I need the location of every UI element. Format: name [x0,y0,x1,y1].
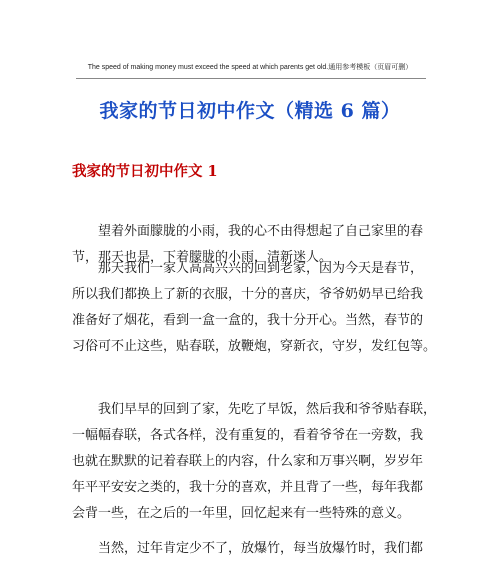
paragraph-line: 所以我们都换上了新的衣服，十分的喜庆，爷爷奶奶早已给我 [72,287,424,302]
paragraph-line: 节，那天也是，下着朦胧的小雨，清新迷人。 [72,250,333,265]
paragraph-line: 准备好了烟花，看到一盒一盒的，我十分开心。当然，春节的 [72,313,424,328]
paragraph-2 [72,256,437,360]
page-header-text: The speed of making money must exceed the speed at which parents get old.通用参考模板（页眉可删） [87,64,413,71]
paragraph-line: 年平平安安之类的，我十分的喜欢，并且背了一些，每年我都 [72,480,424,495]
paragraph-4 [72,536,432,562]
paragraph-line: 当然，过年肯定少不了，放爆竹，每当放爆竹时，我们都 [98,541,424,556]
paragraph-line: 我们早早的回到了家，先吃了早饭，然后我和爷爷贴春联， [98,402,437,417]
section-heading: 我家的节日初中作文 1 [72,163,218,180]
paragraph-3 [72,397,437,527]
paragraph-line: 习俗可不止这些，贴春联，放鞭炮，穿新衣，守岁，发红包等。 [72,339,437,354]
paragraph-line: 望着外面朦胧的小雨，我的心不由得想起了自己家里的春 [98,224,424,239]
paragraph-line: 会背一些，在之后的一年里，回忆起来有一些特殊的意义。 [72,506,411,521]
document-title: 我家的节日初中作文（精选 6 篇） [99,100,401,122]
header-divider [76,78,426,79]
paragraph-line: 一幅幅春联，各式各样，没有重复的，看着爷爷在一旁数，我 [72,428,424,443]
paragraph-line: 也就在默默的记着春联上的内容，什么家和万事兴啊，岁岁年 [72,454,424,469]
paragraph-line: 那天我们一家人高高兴兴的回到老家，因为今天是春节， [98,261,424,276]
